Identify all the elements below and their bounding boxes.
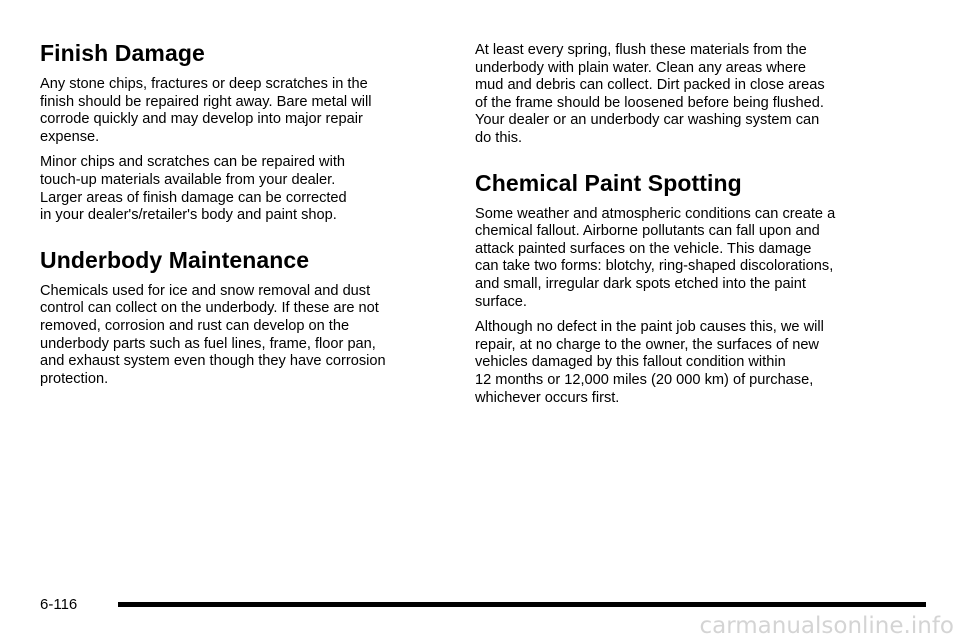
chemical-paint-spotting-paragraph-2: Although no defect in the paint job causes this, we will repair, at no charge to the owner, the surfaces of new vehicles damaged by this fallout condition within 12 months or 12,000 miles (20 000 km) of purchase, whichever occurs first. [475, 319, 824, 406]
page-number: 6-116 [40, 596, 78, 613]
finish-damage-paragraph-1: Any stone chips, fractures or deep scratches in the finish should be repaired right away. Bare metal will corrode quickly and may develop into major repair expense. [40, 76, 372, 145]
finish-damage-paragraph-2: Minor chips and scratches can be repaired with touch-up materials available from your dealer. Larger areas of finish damage can be corrected in your dealer's/retailer's body and paint shop. [40, 154, 347, 224]
left-column [40, 38, 452, 396]
underbody-maintenance-paragraph-2: At least every spring, flush these materials from the underbody with plain water. Clean any areas where mud and debris can collect. Dirt packed in close areas of the frame should be loosened before being flushed. Your dealer or an underbody car washing system can do this. [475, 42, 825, 146]
right-column [475, 42, 887, 415]
underbody-maintenance-paragraph-1: Chemicals used for ice and snow removal and dust control can collect on the underbody. If these are not removed, corrosion and rust can develop on the underbody parts such as fuel lines, frame, floor pan, and exhaust system even though they have corrosion protection. [40, 282, 386, 387]
watermark: carmanualsonline.info [699, 613, 954, 639]
chemical-paint-spotting-paragraph-1: Some weather and atmospheric conditions can create a chemical fallout. Airborne pollutants can fall upon and attack painted surfaces on the vehicle. This damage can take two forms: blotchy, ring-shaped discolorations, and small, irregular dark spots etched into the paint surface. [475, 205, 836, 310]
chemical-paint-spotting-heading: Chemical Paint Spotting [475, 169, 742, 196]
footer-rule [118, 602, 926, 607]
finish-damage-heading: Finish Damage [40, 40, 205, 66]
underbody-maintenance-heading: Underbody Maintenance [40, 246, 310, 273]
